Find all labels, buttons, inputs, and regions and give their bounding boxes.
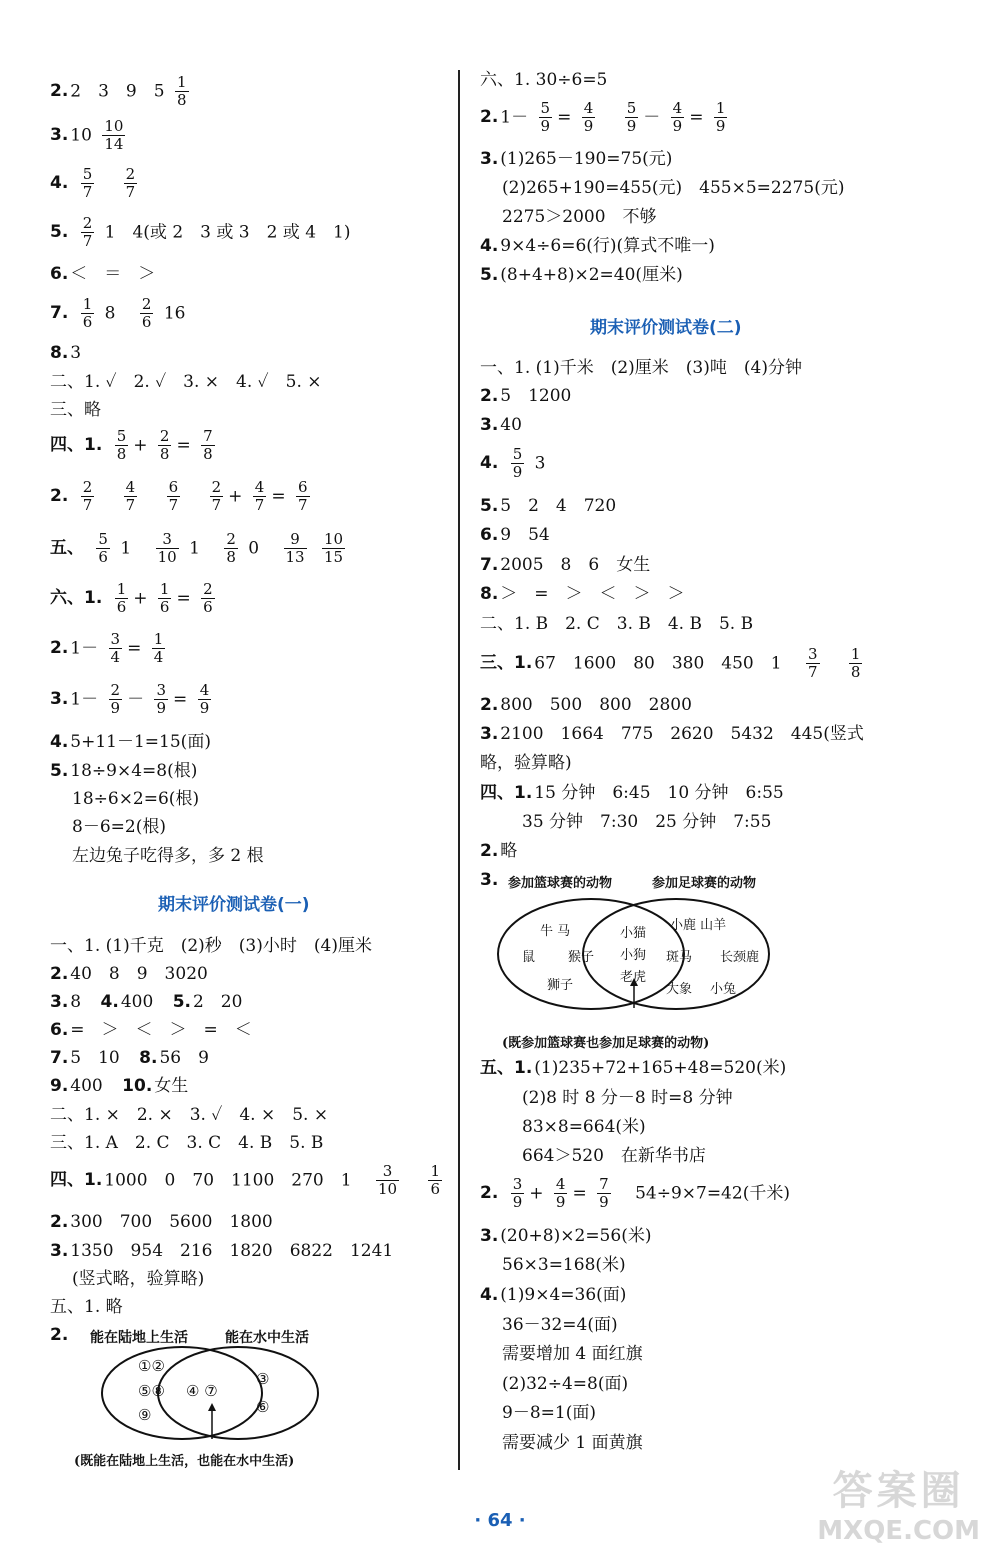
answer-line: 8. 3 (50, 343, 82, 363)
answer-line: 略，验算略) (480, 753, 572, 773)
answer-line: 三、略 (50, 400, 101, 420)
answer-line: 4. 9×4÷6=6(行)(算式不唯一) (480, 236, 715, 256)
venn-left-items: ①② (138, 1357, 165, 1375)
answer-line: 6. ＜ ＝ ＞ (50, 264, 156, 284)
answer-line: 2. 40 8 9 3020 (50, 964, 208, 984)
answer-line: 36－32=4(面) (502, 1315, 618, 1335)
answer-line: 2. 2 3 9 5 $\frac{1}{8}$ (50, 73, 187, 110)
venn-item: 牛 马 (540, 924, 571, 939)
venn-item: 斑马 (666, 950, 693, 965)
venn-diagram-1 (100, 1345, 320, 1465)
venn-right-items: ③ (256, 1370, 270, 1388)
venn-item: 鼠 (522, 950, 536, 965)
answer-line: 7. 5 10 8. 56 9 (50, 1048, 209, 1068)
section-title: 期末评价测试卷(一) (158, 895, 310, 915)
answer-line: 六、1. 30÷6=5 (480, 70, 608, 90)
answer-line: 56×3=168(米) (502, 1255, 626, 1275)
answer-line: 2. 800 500 800 2800 (480, 695, 692, 715)
answer-line: 3. (480, 870, 499, 890)
answer-line: 5. 5 2 4 720 (480, 496, 617, 516)
answer-line: 一、1. (1)千米 (2)厘米 (3)吨 (4)分钟 (480, 358, 802, 378)
venn-overlap-items: ④ ⑦ (186, 1382, 218, 1400)
answer-line: 四、1. $\frac{5}{8}$ + $\frac{2}{8}$ = $\frac{7}{8}$ (50, 427, 213, 464)
venn-item: 小兔 (710, 982, 737, 997)
answer-line: (2)8 时 8 分－8 时=8 分钟 (522, 1088, 733, 1108)
answer-line: 664＞520 在新华书店 (522, 1146, 706, 1166)
answer-line: 2. 1－ $\frac{5}{9}$ = $\frac{4}{9}$ $\frac{5}{9}$ － $\frac{4}{9}$ = $\frac{1}{9}$ (480, 99, 726, 136)
answer-line: 3. 1350 954 216 1820 6822 1241 (50, 1241, 394, 1261)
answer-line: 6. 9 54 (480, 525, 550, 545)
venn-item: 狮子 (547, 978, 574, 993)
answer-line: 3. 10 $\frac{10}{14}$ (50, 117, 124, 154)
answer-line: 3. (1)265－190=75(元) (480, 149, 673, 169)
venn-label-right: 参加足球赛的动物 (652, 876, 757, 891)
answer-line: 4. 5+11－1=15(面) (50, 732, 211, 752)
watermark-url: MXQE.COM (817, 1516, 980, 1546)
answer-line: 五、1. (1)235+72+165+48=520(米) (480, 1058, 787, 1078)
venn-item: 大象 (666, 982, 693, 997)
answer-line: 9－8=1(面) (502, 1403, 596, 1423)
answer-line: 7. $\frac{1}{6}$ 8 $\frac{2}{6}$ 16 (50, 295, 186, 332)
answer-line: 9. 400 10. 女生 (50, 1076, 189, 1096)
section-title: 期末评价测试卷(二) (590, 318, 742, 338)
answer-line: 2. 略 (480, 841, 518, 861)
answer-line: 2. $\frac{3}{9}$ + $\frac{4}{9}$ = $\frac{7}{9}$ 54÷9×7=42(千米) (480, 1175, 790, 1212)
answer-line: 2275＞2000 不够 (502, 207, 657, 227)
answer-line: 五、1. 略 (50, 1297, 123, 1317)
answer-line: 6. = ＞ ＜ ＞ = ＜ (50, 1020, 252, 1040)
answer-line: 左边兔子吃得多，多 2 根 (72, 846, 264, 866)
answer-line: 5. (8+4+8)×2=40(厘米) (480, 265, 683, 285)
answer-line: 三、1. 67 1600 80 380 450 1 $\frac{3}{7}$ $\frac{1}{8}$ (480, 645, 861, 682)
venn-item: 小鹿 山羊 (670, 918, 727, 933)
venn-item: 猴子 (568, 950, 595, 965)
venn-item: 老虎 (620, 970, 647, 985)
answer-line: 二、1. ✓ 2. ✓ 3. × 4. ✓ 5. × (50, 372, 322, 392)
answer-line: 4. $\frac{5}{7}$ $\frac{2}{7}$ (50, 165, 136, 202)
answer-line: 3. 8 4. 400 5. 2 20 (50, 992, 243, 1012)
venn-right-items: ⑥ (256, 1398, 270, 1416)
watermark-text: 答案圈 (832, 1468, 965, 1514)
venn-item: 小猫 (620, 926, 647, 941)
answer-line: 四、1. 15 分钟 6:45 10 分钟 6:55 (480, 783, 784, 803)
answer-line: 2. 300 700 5600 1800 (50, 1212, 273, 1232)
answer-line: 5. $\frac{2}{7}$ 1 4(或 2 3 或 3 2 或 4 1) (50, 214, 351, 251)
answer-line: 三、1. A 2. C 3. C 4. B 5. B (50, 1133, 324, 1153)
answer-line: 一、1. (1)千克 (2)秒 (3)小时 (4)厘米 (50, 936, 372, 956)
venn-item: 小狗 (620, 948, 647, 963)
answer-line: 3. 40 (480, 415, 522, 435)
venn-label-left: 能在陆地上生活 (90, 1330, 188, 1346)
answer-line: 2. (50, 1325, 69, 1345)
venn-label-left: 参加篮球赛的动物 (508, 876, 613, 891)
answer-line: 3. 2100 1664 775 2620 5432 445(竖式 (480, 724, 864, 744)
venn-caption: (既参加篮球赛也参加足球赛的动物) (502, 1036, 710, 1051)
answer-line: 5. 18÷9×4=8(根) (50, 761, 198, 781)
answer-line: 六、1. $\frac{1}{6}$ + $\frac{1}{6}$ = $\frac{2}{6}$ (50, 580, 213, 617)
answer-line: 二、1. × 2. × 3. ✓ 4. × 5. × (50, 1105, 329, 1125)
watermark-logo (817, 1459, 980, 1546)
answer-line: 2. 5 1200 (480, 386, 572, 406)
answer-line: 8－6=2(根) (72, 817, 166, 837)
answer-line: 2. 1－ $\frac{3}{4}$ = $\frac{1}{4}$ (50, 630, 164, 667)
venn-left-items: ⑤⑧ (138, 1382, 165, 1400)
answer-line: 四、1. 1000 0 70 1100 270 1 $\frac{3}{10}$ $\frac{1}{6}$ (50, 1162, 440, 1199)
answer-line: (竖式略，验算略) (72, 1269, 205, 1289)
column-divider (458, 70, 460, 1470)
answer-line: 8. ＞ = ＞ ＜ ＞ ＞ (480, 584, 685, 604)
venn-label-right: 能在水中生活 (225, 1330, 309, 1346)
answer-line: 2. $\frac{2}{7}$ $\frac{4}{7}$ $\frac{6}{7}$ $\frac{2}{7}$ + $\frac{4}{7}$ = $\frac{6}{7}$ (50, 478, 308, 515)
answer-line: 五、 $\frac{5}{6}$ 1 $\frac{3}{10}$ 1 $\frac{2}{8}$ 0 $\frac{9}{13}$ $\frac{10}{15}$ (50, 530, 344, 567)
answer-line: 需要增加 4 面红旗 (502, 1344, 643, 1364)
answer-line: 83×8=664(米) (522, 1117, 646, 1137)
answer-line: 二、1. B 2. C 3. B 4. B 5. B (480, 614, 754, 634)
answer-line: 4. (1)9×4=36(面) (480, 1285, 627, 1305)
venn-left-items: ⑨ (138, 1406, 152, 1424)
venn-item: 长颈鹿 (720, 950, 760, 965)
venn-caption: (既能在陆地上生活，也能在水中生活) (74, 1454, 295, 1469)
answer-line: 3. (20+8)×2=56(米) (480, 1226, 652, 1246)
answer-line: 18÷6×2=6(根) (72, 789, 200, 809)
answer-line: 3. 1－ $\frac{2}{9}$ － $\frac{3}{9}$ = $\frac{4}{9}$ (50, 681, 210, 718)
answer-line: 4. $\frac{5}{9}$ 3 (480, 445, 546, 482)
answer-line: 35 分钟 7:30 25 分钟 7:55 (522, 812, 772, 832)
answer-line: (2)32÷4=8(面) (502, 1374, 629, 1394)
answer-line: 7. 2005 8 6 女生 (480, 555, 651, 575)
page-number: · 64 · (474, 1510, 526, 1531)
answer-line: 需要减少 1 面黄旗 (502, 1433, 643, 1453)
answer-line: (2)265+190=455(元) 455×5=2275(元) (502, 178, 845, 198)
